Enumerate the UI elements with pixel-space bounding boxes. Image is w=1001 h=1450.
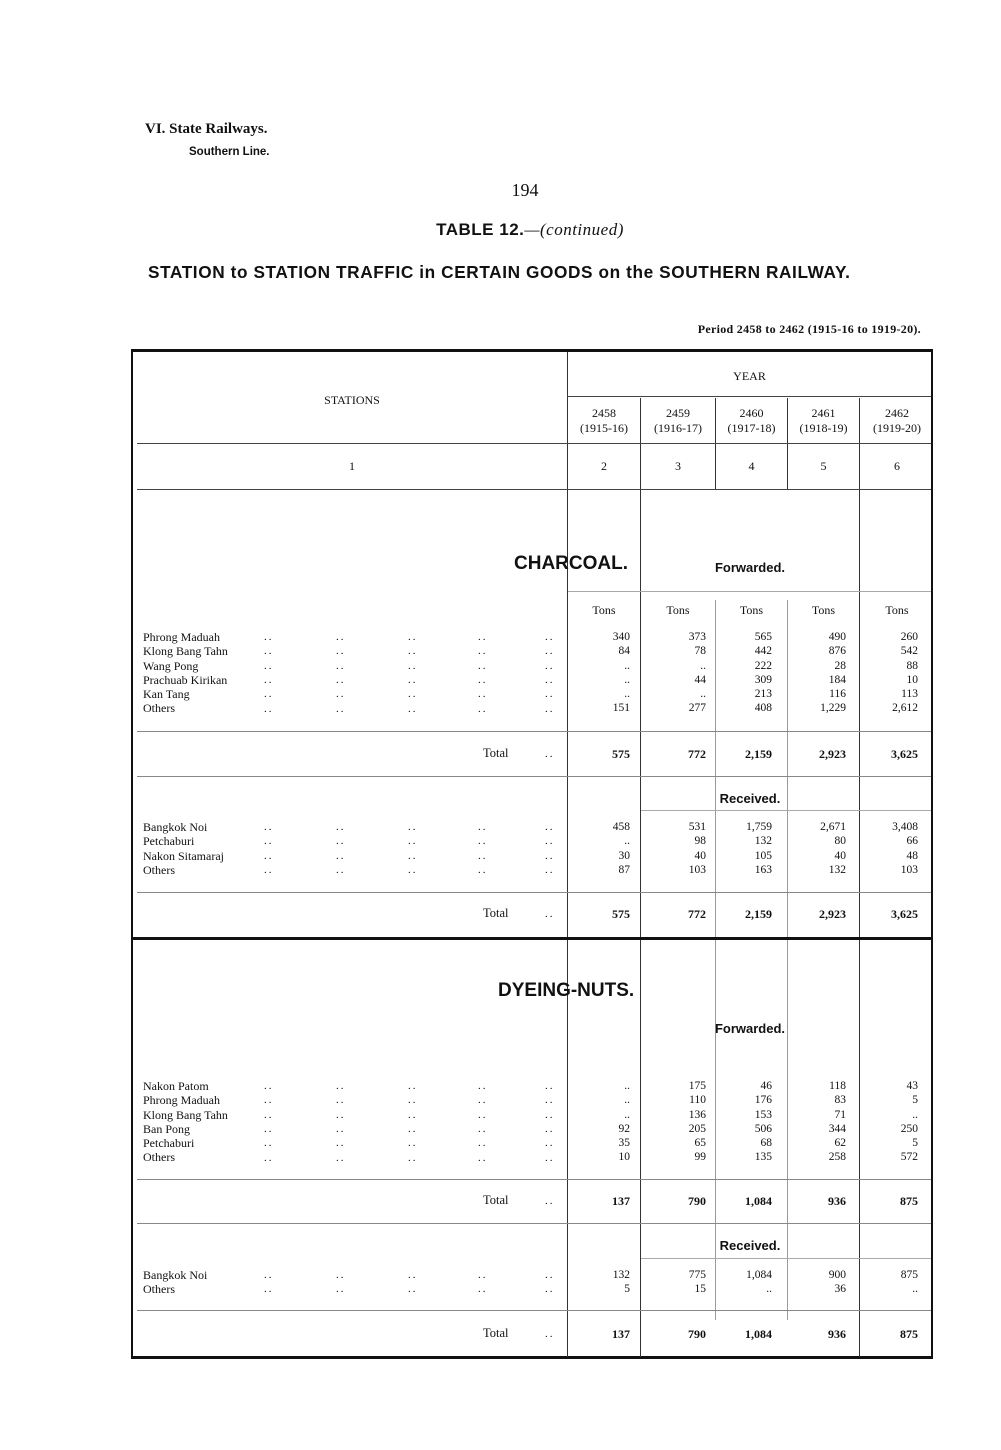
total-value: 2,923 — [819, 747, 846, 761]
leader-dots: .. — [545, 849, 555, 862]
leader-dots: .. — [545, 1151, 555, 1164]
leader-dots: .. — [336, 1151, 346, 1164]
station-list — [143, 820, 224, 877]
rule — [137, 489, 931, 490]
leader-dots: .. — [336, 659, 346, 672]
leader-dots: .. — [478, 849, 488, 862]
rule — [137, 892, 931, 893]
unit-label: Tons — [811, 603, 836, 617]
station-name: Petchaburi — [143, 834, 195, 849]
leader-dots: .. — [545, 1328, 555, 1340]
leader-dots: .. — [408, 1094, 418, 1107]
leader-dots: .. — [408, 863, 418, 876]
total-value: 2,923 — [819, 907, 846, 921]
total-label: Total — [483, 906, 509, 920]
rule — [568, 591, 931, 592]
leader-dots: .. — [478, 1094, 488, 1107]
leader-dots: .. — [545, 863, 555, 876]
leader-dots: .. — [545, 1269, 555, 1281]
leader-dots: .. — [264, 1108, 274, 1121]
unit-label: Tons — [885, 603, 909, 617]
rule — [641, 810, 931, 811]
stations-header: STATIONS — [324, 393, 380, 407]
total-value: 790 — [688, 1327, 706, 1341]
station-name: Nakon Patom — [143, 1079, 209, 1093]
leader-dots: .. — [408, 1080, 418, 1092]
received-label: Received. — [719, 1238, 781, 1253]
station-list — [143, 1268, 207, 1297]
year-col-2462: 2462 (1919-20) — [873, 406, 921, 435]
year-col-2460: 2460 (1917-18) — [727, 406, 776, 435]
leader-dots: .. — [408, 645, 418, 658]
leader-dots: .. — [478, 645, 488, 658]
values-2461: 2,671 80 40 132 — [820, 821, 846, 876]
leader-dots: .. — [478, 631, 488, 643]
leader-dots: .. — [408, 659, 418, 672]
leader-dots: .. — [545, 1122, 555, 1135]
station-name: Wang Pong — [143, 658, 199, 673]
values-2459: 531 98 40 103 — [688, 821, 706, 876]
leader-dots: .. — [545, 1108, 555, 1121]
leader-dots: .. — [545, 673, 555, 686]
leader-dots: .. — [264, 1122, 274, 1135]
leader-dots: .. — [264, 1137, 274, 1150]
leader-dots: .. — [478, 688, 488, 701]
table-number: TABLE 12. — [436, 220, 525, 239]
total-value: 936 — [828, 1327, 846, 1341]
leader-dots: .. — [478, 1137, 488, 1150]
col-number: 3 — [675, 459, 681, 473]
year-col-2458: 2458 (1915-16) — [580, 406, 628, 435]
total-value: 772 — [688, 747, 706, 761]
values-2458: 132 5 — [612, 1269, 630, 1296]
leader-dots: .. — [336, 631, 346, 643]
total-value: 137 — [612, 1327, 630, 1341]
leader-dots: .. — [478, 1269, 488, 1281]
leader-dots: .. — [336, 702, 346, 715]
year-header: YEAR — [733, 369, 766, 383]
leader-dots: .. — [408, 1137, 418, 1150]
leader-dots: .. — [478, 1108, 488, 1121]
leader-dots: .. — [545, 688, 555, 701]
values-2459: 175 110 136 205 65 99 — [688, 1080, 706, 1164]
leader-dots: .. — [408, 821, 418, 833]
total-value: 575 — [612, 907, 630, 921]
page-number: 194 — [511, 180, 539, 200]
leader-dots: .. — [264, 1269, 274, 1281]
values-2460: 565 442 222 309 213 408 — [754, 631, 772, 715]
total-value: 1,084 — [745, 1327, 772, 1341]
leader-dots: .. — [264, 1094, 274, 1107]
total-value: 575 — [612, 747, 630, 761]
values-2460: 1,084 .. — [746, 1269, 772, 1296]
leader-dots: .. — [336, 863, 346, 876]
leader-dots: .. — [545, 645, 555, 658]
rule — [137, 443, 931, 444]
table-title: STATION to STATION TRAFFIC in CERTAIN GOODS on the SOUTHERN RAILWAY. — [148, 262, 851, 282]
values-2460: 1,759 132 105 163 — [746, 821, 772, 876]
leader-dots: .. — [408, 1108, 418, 1121]
values-2461: 900 36 — [828, 1269, 846, 1296]
unit-label: Tons — [592, 603, 616, 617]
leader-dots: .. — [264, 631, 274, 643]
col-number: 1 — [349, 459, 355, 473]
leader-dots: .. — [264, 673, 274, 686]
year-col-2459: 2459 (1916-17) — [654, 406, 702, 435]
station-name: Nakon Sitamaraj — [143, 848, 224, 863]
rule — [137, 776, 931, 777]
unit-label: Tons — [666, 603, 690, 617]
leader-dots: .. — [478, 863, 488, 876]
leader-dots: .. — [545, 1094, 555, 1107]
rule — [137, 1179, 931, 1180]
leader-dots: .. — [478, 702, 488, 715]
leader-dots: .. — [336, 1094, 346, 1107]
rule — [567, 396, 931, 397]
period-note: Period 2458 to 2462 (1915-16 to 1919-20). — [697, 322, 921, 336]
leader-dots: .. — [408, 1151, 418, 1164]
leader-dots: .. — [264, 835, 274, 848]
leader-dots: .. — [264, 1283, 274, 1296]
rule — [137, 1223, 931, 1224]
section-heading: VI. State Railways. — [145, 121, 268, 137]
values-2459: 775 15 — [688, 1269, 706, 1296]
leader-dots: .. — [264, 863, 274, 876]
total-label: Total — [483, 746, 509, 760]
section-divider — [133, 937, 931, 940]
leader-dots: .. — [264, 1080, 274, 1092]
total-value: 936 — [828, 1194, 846, 1208]
leader-dots: .. — [408, 849, 418, 862]
leader-dots: .. — [408, 702, 418, 715]
total-value: 2,159 — [745, 747, 772, 761]
station-name: Others — [143, 1282, 175, 1297]
leader-dots: .. — [264, 688, 274, 701]
total-value: 3,625 — [891, 747, 918, 761]
leader-dots: .. — [545, 1080, 555, 1092]
leader-dots: .. — [478, 1151, 488, 1164]
col-number: 6 — [894, 459, 900, 473]
leader-dots: .. — [264, 821, 274, 833]
station-list — [143, 630, 228, 716]
leader-dots: .. — [336, 1137, 346, 1150]
leader-dots: .. — [545, 748, 555, 760]
station-name: Klong Bang Tahn — [143, 644, 228, 659]
rule — [641, 1258, 931, 1259]
leader-dots: .. — [545, 702, 555, 715]
leader-dots: .. — [478, 659, 488, 672]
leader-dots: .. — [478, 1283, 488, 1296]
leader-dots: .. — [336, 1122, 346, 1135]
line-subheading: Southern Line. — [189, 146, 270, 158]
leader-dots: .. — [336, 1283, 346, 1296]
total-value: 3,625 — [891, 907, 918, 921]
station-name: Bangkok Noi — [143, 820, 208, 834]
station-name: Klong Bang Tahn — [143, 1107, 228, 1122]
col-number: 2 — [601, 459, 607, 473]
station-name: Others — [143, 1150, 175, 1165]
leader-dots: .. — [478, 673, 488, 686]
leader-dots: .. — [408, 673, 418, 686]
unit-label: Tons — [739, 603, 764, 617]
forwarded-label: Forwarded. — [714, 1021, 786, 1036]
leader-dots: .. — [545, 631, 555, 643]
total-value: 875 — [900, 1194, 918, 1208]
leader-dots: .. — [545, 1195, 555, 1207]
values-2458: 340 84 .. .. .. 151 — [612, 631, 630, 715]
station-name: Others — [143, 701, 175, 716]
column-divider — [859, 398, 860, 1357]
leader-dots: .. — [264, 702, 274, 715]
leader-dots: .. — [336, 1108, 346, 1121]
total-value: 2,159 — [745, 907, 772, 921]
station-name: Kan Tang — [143, 687, 190, 702]
leader-dots: .. — [545, 908, 555, 920]
forwarded-label: Forwarded. — [714, 560, 786, 575]
total-value: 137 — [612, 1194, 630, 1208]
values-2461: 118 83 71 344 62 258 — [828, 1080, 846, 1164]
values-2462: 43 5 .. 250 5 572 — [900, 1080, 918, 1164]
leader-dots: .. — [264, 659, 274, 672]
values-2459: 373 78 .. 44 .. 277 — [688, 631, 706, 715]
leader-dots: .. — [336, 673, 346, 686]
values-2460: 46 176 153 506 68 135 — [754, 1080, 772, 1164]
col-number: 4 — [748, 459, 755, 473]
leader-dots: .. — [336, 835, 346, 848]
leader-dots: .. — [545, 821, 555, 833]
total-label: Total — [483, 1326, 509, 1340]
values-2462: 3,408 66 48 103 — [892, 821, 918, 876]
total-value: 875 — [900, 1327, 918, 1341]
values-2462: 260 542 88 10 113 2,612 — [892, 631, 918, 715]
station-name: Others — [143, 862, 175, 877]
leader-dots: .. — [336, 1269, 346, 1281]
leader-dots: .. — [336, 821, 346, 833]
leader-dots: .. — [478, 821, 488, 833]
leader-dots: .. — [264, 849, 274, 862]
leader-dots: .. — [264, 645, 274, 658]
values-2458: 458 .. 30 87 — [612, 821, 630, 876]
section-title-charcoal: CHARCOAL. — [514, 553, 628, 574]
continued-note: —(continued) — [524, 220, 624, 239]
station-name: Bangkok Noi — [143, 1268, 208, 1282]
values-2461: 490 876 28 184 116 1,229 — [820, 631, 846, 715]
section-title-dyeing-nuts: DYEING-NUTS. — [498, 980, 635, 1001]
station-name: Ban Pong — [143, 1121, 191, 1136]
leader-dots: .. — [336, 1080, 346, 1092]
year-col-2461: 2461 (1918-19) — [799, 406, 848, 435]
station-list — [143, 1079, 228, 1165]
station-name: Phrong Maduah — [143, 1093, 220, 1108]
leader-dots: .. — [336, 645, 346, 658]
leader-dots: .. — [545, 1283, 555, 1296]
leader-dots: .. — [545, 835, 555, 848]
col-number: 5 — [820, 459, 827, 473]
station-name: Prachuab Kirikan — [143, 672, 228, 687]
leader-dots: .. — [408, 688, 418, 701]
received-label: Received. — [719, 791, 781, 806]
leader-dots: .. — [336, 849, 346, 862]
leader-dots: .. — [545, 1137, 555, 1150]
total-value: 790 — [688, 1194, 706, 1208]
total-value: 1,084 — [745, 1194, 772, 1208]
total-label: Total — [483, 1193, 509, 1207]
rule — [137, 1310, 931, 1311]
values-2458: .. .. .. 92 35 10 — [618, 1080, 630, 1164]
leader-dots: .. — [478, 1122, 488, 1135]
values-2462: 875 .. — [900, 1269, 918, 1296]
leader-dots: .. — [545, 659, 555, 672]
table-label — [0, 220, 1001, 240]
rule — [137, 731, 931, 732]
leader-dots: .. — [408, 835, 418, 848]
station-name: Petchaburi — [143, 1136, 195, 1151]
leader-dots: .. — [264, 1151, 274, 1164]
leader-dots: .. — [408, 1269, 418, 1281]
column-divider — [640, 398, 641, 1357]
leader-dots: .. — [478, 835, 488, 848]
leader-dots: .. — [408, 1122, 418, 1135]
total-value: 772 — [688, 907, 706, 921]
leader-dots: .. — [478, 1080, 488, 1092]
leader-dots: .. — [408, 631, 418, 643]
leader-dots: .. — [408, 1283, 418, 1296]
station-name: Phrong Maduah — [143, 630, 220, 644]
leader-dots: .. — [336, 688, 346, 701]
